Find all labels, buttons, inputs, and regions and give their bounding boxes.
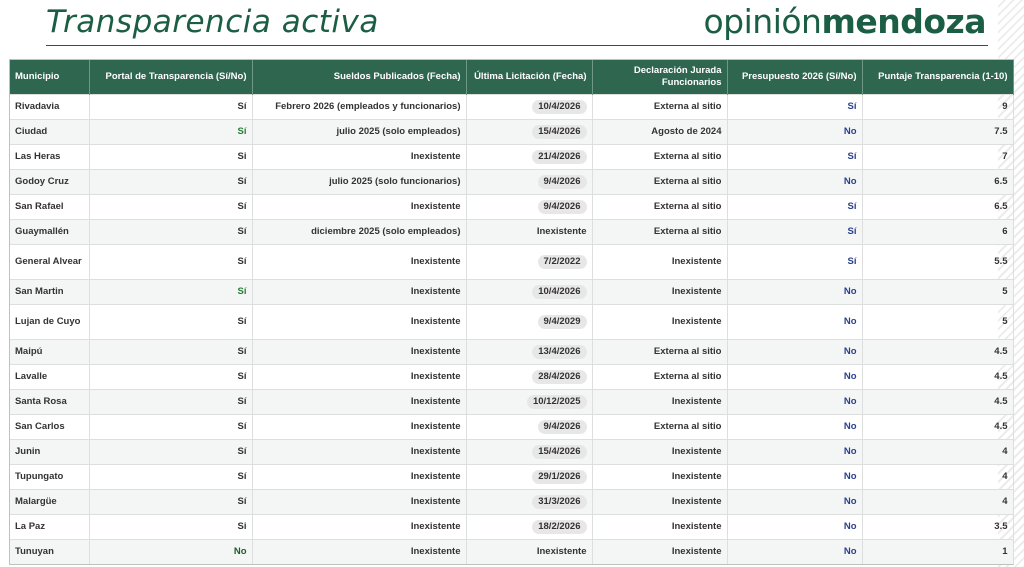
table-row — [10, 415, 1013, 440]
cell-municipio — [10, 145, 89, 170]
cell-portal — [89, 120, 252, 145]
cell-presupuesto — [727, 440, 862, 465]
cell-licitacion — [466, 280, 592, 305]
cell-portal — [89, 220, 252, 245]
cell-sueldos-value: diciembre 2025 (solo empleados) — [311, 226, 461, 237]
cell-puntaje-value: 5.5 — [994, 256, 1008, 267]
cell-puntaje — [862, 145, 1013, 170]
cell-licitacion — [466, 120, 592, 145]
cell-declaracion-value: Inexistente — [671, 496, 722, 507]
cell-municipio-value: Malargüe — [15, 496, 57, 507]
cell-puntaje — [862, 220, 1013, 245]
cell-presupuesto — [727, 280, 862, 305]
cell-presupuesto — [727, 365, 862, 390]
cell-portal-value: Si — [237, 151, 247, 162]
cell-declaracion — [592, 490, 727, 515]
cell-sueldos — [252, 515, 466, 540]
cell-municipio — [10, 340, 89, 365]
cell-sueldos-value: Inexistente — [410, 346, 461, 357]
cell-declaracion-value: Externa al sitio — [653, 201, 722, 212]
cell-licitacion — [466, 440, 592, 465]
cell-sueldos — [252, 440, 466, 465]
table-row — [10, 280, 1013, 305]
cell-municipio — [10, 440, 89, 465]
cell-sueldos-value: julio 2025 (solo funcionarios) — [329, 176, 461, 187]
cell-declaracion — [592, 390, 727, 415]
cell-municipio-value: Santa Rosa — [15, 396, 67, 407]
cell-portal — [89, 195, 252, 220]
cell-licitacion — [466, 195, 592, 220]
cell-portal — [89, 465, 252, 490]
column-header-puntaje: Puntaje Transparencia (1-10) — [862, 60, 1013, 95]
cell-municipio — [10, 245, 89, 280]
cell-declaracion-value: Externa al sitio — [653, 176, 722, 187]
cell-portal — [89, 540, 252, 565]
cell-presupuesto-value: No — [843, 421, 857, 432]
cell-municipio-value: San Martin — [15, 286, 64, 297]
cell-portal — [89, 365, 252, 390]
cell-puntaje-value: 7.5 — [994, 126, 1008, 137]
cell-licitacion-value: 9/4/2026 — [538, 175, 587, 189]
cell-municipio — [10, 540, 89, 565]
cell-licitacion — [466, 490, 592, 515]
cell-sueldos-value: Inexistente — [410, 471, 461, 482]
cell-sueldos-value: Inexistente — [410, 446, 461, 457]
cell-declaracion — [592, 365, 727, 390]
cell-presupuesto-value: No — [843, 521, 857, 532]
cell-licitacion-value: 10/4/2026 — [532, 285, 586, 299]
cell-declaracion-value: Externa al sitio — [653, 101, 722, 112]
cell-sueldos-value: julio 2025 (solo empleados) — [336, 126, 461, 137]
cell-declaracion — [592, 95, 727, 120]
cell-portal — [89, 280, 252, 305]
cell-puntaje — [862, 440, 1013, 465]
cell-presupuesto — [727, 245, 862, 280]
cell-portal-value: Sí — [237, 226, 247, 237]
cell-portal-value: Sí — [237, 371, 247, 382]
cell-sueldos-value: Inexistente — [410, 151, 461, 162]
cell-portal-value: Sí — [237, 446, 247, 457]
cell-puntaje-value: 4 — [1002, 446, 1008, 457]
brand-logo — [703, 2, 986, 41]
cell-licitacion — [466, 170, 592, 195]
cell-municipio-value: Junin — [15, 446, 41, 457]
column-header-portal: Portal de Transparencia (Sí/No) — [89, 60, 252, 95]
cell-municipio-value: Ciudad — [15, 126, 48, 137]
cell-puntaje-value: 4 — [1002, 471, 1008, 482]
cell-municipio — [10, 95, 89, 120]
cell-municipio-value: General Alvear — [15, 256, 82, 267]
cell-municipio-value: Maipú — [15, 346, 43, 357]
table-row — [10, 220, 1013, 245]
cell-declaracion — [592, 440, 727, 465]
cell-puntaje — [862, 340, 1013, 365]
cell-declaracion-value: Inexistente — [671, 396, 722, 407]
cell-sueldos — [252, 170, 466, 195]
page-title: Transparencia activa — [46, 4, 379, 40]
table-row — [10, 95, 1013, 120]
cell-sueldos — [252, 305, 466, 340]
column-header-municipio: Municipio — [10, 60, 89, 95]
cell-municipio — [10, 120, 89, 145]
table-row — [10, 490, 1013, 515]
cell-sueldos — [252, 280, 466, 305]
cell-sueldos — [252, 220, 466, 245]
column-header-sueldos: Sueldos Publicados (Fecha) — [252, 60, 466, 95]
table-row — [10, 305, 1013, 340]
cell-licitacion — [466, 95, 592, 120]
cell-presupuesto-value: Sí — [847, 201, 857, 212]
cell-portal — [89, 245, 252, 280]
table-header-row — [10, 60, 1013, 95]
cell-municipio-value: Lujan de Cuyo — [15, 316, 81, 327]
cell-portal — [89, 490, 252, 515]
cell-licitacion — [466, 540, 592, 565]
brand-light-text: opinión — [703, 2, 822, 41]
cell-licitacion-value: 10/12/2025 — [527, 395, 587, 409]
cell-puntaje — [862, 170, 1013, 195]
cell-portal-value: Sí — [237, 101, 247, 112]
cell-puntaje — [862, 490, 1013, 515]
cell-portal — [89, 415, 252, 440]
cell-portal-value: No — [233, 546, 247, 557]
cell-municipio-value: Tunuyan — [15, 546, 54, 557]
cell-licitacion — [466, 220, 592, 245]
cell-declaracion-value: Inexistente — [671, 546, 722, 557]
cell-portal-value: Sí — [237, 496, 247, 507]
cell-presupuesto-value: No — [843, 176, 857, 187]
cell-licitacion-value: 31/3/2026 — [532, 495, 586, 509]
cell-puntaje-value: 4.5 — [994, 371, 1008, 382]
cell-sueldos-value: Inexistente — [410, 546, 461, 557]
transparency-table — [9, 59, 1014, 565]
cell-sueldos-value: Inexistente — [410, 286, 461, 297]
table-row — [10, 515, 1013, 540]
cell-sueldos — [252, 95, 466, 120]
cell-presupuesto — [727, 95, 862, 120]
cell-declaracion-value: Agosto de 2024 — [651, 126, 722, 137]
cell-sueldos — [252, 540, 466, 565]
cell-puntaje-value: 4 — [1002, 496, 1008, 507]
cell-licitacion-value: Inexistente — [536, 226, 587, 237]
cell-municipio-value: Tupungato — [15, 471, 64, 482]
table-row — [10, 365, 1013, 390]
cell-presupuesto — [727, 415, 862, 440]
cell-municipio-value: Guaymallén — [15, 226, 69, 237]
cell-sueldos-value: Febrero 2026 (empleados y funcionarios) — [275, 101, 461, 112]
cell-sueldos-value: Inexistente — [410, 201, 461, 212]
cell-portal — [89, 390, 252, 415]
cell-licitacion-value: 9/4/2029 — [538, 315, 587, 329]
cell-presupuesto-value: No — [843, 371, 857, 382]
cell-presupuesto — [727, 145, 862, 170]
cell-presupuesto — [727, 195, 862, 220]
cell-municipio — [10, 220, 89, 245]
cell-sueldos — [252, 145, 466, 170]
cell-municipio — [10, 280, 89, 305]
cell-puntaje — [862, 515, 1013, 540]
cell-presupuesto-value: No — [843, 286, 857, 297]
cell-licitacion — [466, 465, 592, 490]
table-row — [10, 145, 1013, 170]
cell-portal-value: Sí — [237, 201, 247, 212]
table-row — [10, 120, 1013, 145]
cell-sueldos-value: Inexistente — [410, 521, 461, 532]
cell-declaracion — [592, 415, 727, 440]
cell-presupuesto — [727, 170, 862, 195]
cell-presupuesto-value: No — [843, 446, 857, 457]
cell-portal-value: Sí — [237, 316, 247, 327]
cell-sueldos — [252, 120, 466, 145]
cell-declaracion-value: Inexistente — [671, 446, 722, 457]
cell-sueldos — [252, 465, 466, 490]
cell-declaracion-value: Externa al sitio — [653, 421, 722, 432]
cell-declaracion — [592, 170, 727, 195]
cell-presupuesto-value: No — [843, 316, 857, 327]
cell-puntaje-value: 4.5 — [994, 396, 1008, 407]
cell-presupuesto — [727, 465, 862, 490]
cell-licitacion-value: 28/4/2026 — [532, 370, 586, 384]
cell-portal-value: Sí — [237, 286, 247, 297]
cell-presupuesto — [727, 515, 862, 540]
column-header-presupuesto: Presupuesto 2026 (Sí/No) — [727, 60, 862, 95]
cell-sueldos — [252, 245, 466, 280]
cell-municipio — [10, 490, 89, 515]
cell-declaracion — [592, 145, 727, 170]
cell-puntaje-value: 1 — [1002, 546, 1008, 557]
cell-puntaje-value: 5 — [1002, 286, 1008, 297]
cell-declaracion — [592, 465, 727, 490]
cell-licitacion-value: 10/4/2026 — [532, 100, 586, 114]
cell-puntaje — [862, 195, 1013, 220]
cell-presupuesto-value: Sí — [847, 226, 857, 237]
cell-presupuesto-value: Sí — [847, 151, 857, 162]
cell-declaracion-value: Externa al sitio — [653, 226, 722, 237]
cell-municipio — [10, 390, 89, 415]
cell-licitacion-value: 9/4/2026 — [538, 200, 587, 214]
table-row — [10, 245, 1013, 280]
cell-municipio-value: La Paz — [15, 521, 46, 532]
cell-sueldos — [252, 195, 466, 220]
cell-licitacion — [466, 390, 592, 415]
cell-puntaje — [862, 365, 1013, 390]
cell-sueldos — [252, 365, 466, 390]
cell-declaracion — [592, 245, 727, 280]
column-header-declaracion: Declaración Jurada Funcionarios — [592, 60, 727, 95]
cell-licitacion-value: 18/2/2026 — [532, 520, 586, 534]
cell-municipio — [10, 195, 89, 220]
cell-puntaje — [862, 280, 1013, 305]
cell-sueldos-value: Inexistente — [410, 256, 461, 267]
cell-municipio-value: Lavalle — [15, 371, 48, 382]
cell-portal — [89, 170, 252, 195]
table-row — [10, 340, 1013, 365]
cell-portal — [89, 95, 252, 120]
cell-puntaje — [862, 120, 1013, 145]
cell-portal — [89, 440, 252, 465]
cell-sueldos — [252, 490, 466, 515]
cell-municipio-value: San Carlos — [15, 421, 65, 432]
cell-municipio-value: Rivadavia — [15, 101, 60, 112]
cell-presupuesto-value: Sí — [847, 101, 857, 112]
cell-declaracion-value: Externa al sitio — [653, 151, 722, 162]
cell-municipio — [10, 415, 89, 440]
cell-declaracion — [592, 195, 727, 220]
table-row — [10, 540, 1013, 565]
cell-declaracion-value: Inexistente — [671, 471, 722, 482]
cell-declaracion-value: Externa al sitio — [653, 371, 722, 382]
cell-sueldos-value: Inexistente — [410, 371, 461, 382]
cell-puntaje-value: 4.5 — [994, 346, 1008, 357]
cell-puntaje-value: 7 — [1002, 151, 1008, 162]
cell-declaracion — [592, 280, 727, 305]
cell-declaracion — [592, 305, 727, 340]
cell-sueldos — [252, 415, 466, 440]
table-row — [10, 465, 1013, 490]
cell-portal-value: Sí — [237, 396, 247, 407]
cell-declaracion-value: Externa al sitio — [653, 346, 722, 357]
cell-puntaje — [862, 95, 1013, 120]
cell-portal-value: Sí — [237, 471, 247, 482]
cell-portal — [89, 305, 252, 340]
table-body — [10, 95, 1013, 565]
cell-portal — [89, 515, 252, 540]
cell-licitacion-value: 21/4/2026 — [532, 150, 586, 164]
cell-presupuesto — [727, 220, 862, 245]
cell-portal-value: Sí — [237, 346, 247, 357]
cell-presupuesto-value: Sí — [847, 256, 857, 267]
cell-sueldos — [252, 390, 466, 415]
cell-portal-value: Sí — [237, 256, 247, 267]
table-row — [10, 390, 1013, 415]
cell-presupuesto-value: No — [843, 396, 857, 407]
cell-declaracion — [592, 340, 727, 365]
cell-puntaje-value: 3.5 — [994, 521, 1008, 532]
cell-presupuesto — [727, 390, 862, 415]
cell-presupuesto — [727, 305, 862, 340]
cell-declaracion — [592, 540, 727, 565]
cell-municipio — [10, 305, 89, 340]
cell-sueldos — [252, 340, 466, 365]
cell-puntaje-value: 6 — [1002, 226, 1008, 237]
table-row — [10, 440, 1013, 465]
cell-municipio — [10, 365, 89, 390]
cell-licitacion — [466, 245, 592, 280]
cell-puntaje — [862, 415, 1013, 440]
cell-puntaje — [862, 540, 1013, 565]
cell-puntaje-value: 6.5 — [994, 176, 1008, 187]
cell-licitacion-value: 9/4/2026 — [538, 420, 587, 434]
cell-licitacion — [466, 340, 592, 365]
header-divider — [46, 45, 988, 46]
cell-presupuesto — [727, 490, 862, 515]
cell-declaracion — [592, 515, 727, 540]
cell-licitacion-value: 15/4/2026 — [532, 445, 586, 459]
table-row — [10, 170, 1013, 195]
cell-presupuesto-value: No — [843, 346, 857, 357]
cell-licitacion — [466, 305, 592, 340]
cell-licitacion-value: 7/2/2022 — [538, 255, 587, 269]
cell-municipio-value: Godoy Cruz — [15, 176, 69, 187]
cell-declaracion — [592, 220, 727, 245]
cell-presupuesto — [727, 120, 862, 145]
cell-presupuesto-value: No — [843, 546, 857, 557]
cell-puntaje — [862, 465, 1013, 490]
cell-presupuesto — [727, 340, 862, 365]
cell-portal-value: Si — [237, 521, 247, 532]
cell-puntaje-value: 6.5 — [994, 201, 1008, 212]
cell-presupuesto-value: No — [843, 126, 857, 137]
cell-municipio — [10, 170, 89, 195]
cell-municipio-value: Las Heras — [15, 151, 61, 162]
cell-portal-value: Sí — [237, 176, 247, 187]
cell-portal-value: Sí — [237, 421, 247, 432]
cell-portal — [89, 145, 252, 170]
cell-puntaje-value: 4.5 — [994, 421, 1008, 432]
cell-declaracion-value: Inexistente — [671, 521, 722, 532]
cell-portal — [89, 340, 252, 365]
cell-puntaje-value: 9 — [1002, 101, 1008, 112]
cell-licitacion-value: 13/4/2026 — [532, 345, 586, 359]
cell-declaracion-value: Inexistente — [671, 286, 722, 297]
cell-presupuesto-value: No — [843, 496, 857, 507]
brand-bold-text: mendoza — [821, 2, 986, 41]
cell-licitacion-value: 15/4/2026 — [532, 125, 586, 139]
cell-declaracion — [592, 120, 727, 145]
cell-declaracion-value: Inexistente — [671, 256, 722, 267]
cell-municipio — [10, 465, 89, 490]
cell-licitacion — [466, 365, 592, 390]
table-row — [10, 195, 1013, 220]
cell-sueldos-value: Inexistente — [410, 316, 461, 327]
cell-licitacion-value: Inexistente — [536, 546, 587, 557]
cell-puntaje-value: 5 — [1002, 316, 1008, 327]
cell-licitacion — [466, 145, 592, 170]
cell-declaracion-value: Inexistente — [671, 316, 722, 327]
cell-sueldos-value: Inexistente — [410, 421, 461, 432]
cell-licitacion — [466, 515, 592, 540]
cell-municipio-value: San Rafael — [15, 201, 64, 212]
cell-presupuesto-value: No — [843, 471, 857, 482]
cell-licitacion-value: 29/1/2026 — [532, 470, 586, 484]
cell-presupuesto — [727, 540, 862, 565]
cell-portal-value: Sí — [237, 126, 247, 137]
cell-puntaje — [862, 390, 1013, 415]
cell-licitacion — [466, 415, 592, 440]
column-header-licitacion: Última Licitación (Fecha) — [466, 60, 592, 95]
cell-puntaje — [862, 245, 1013, 280]
cell-sueldos-value: Inexistente — [410, 396, 461, 407]
cell-sueldos-value: Inexistente — [410, 496, 461, 507]
cell-puntaje — [862, 305, 1013, 340]
cell-municipio — [10, 515, 89, 540]
